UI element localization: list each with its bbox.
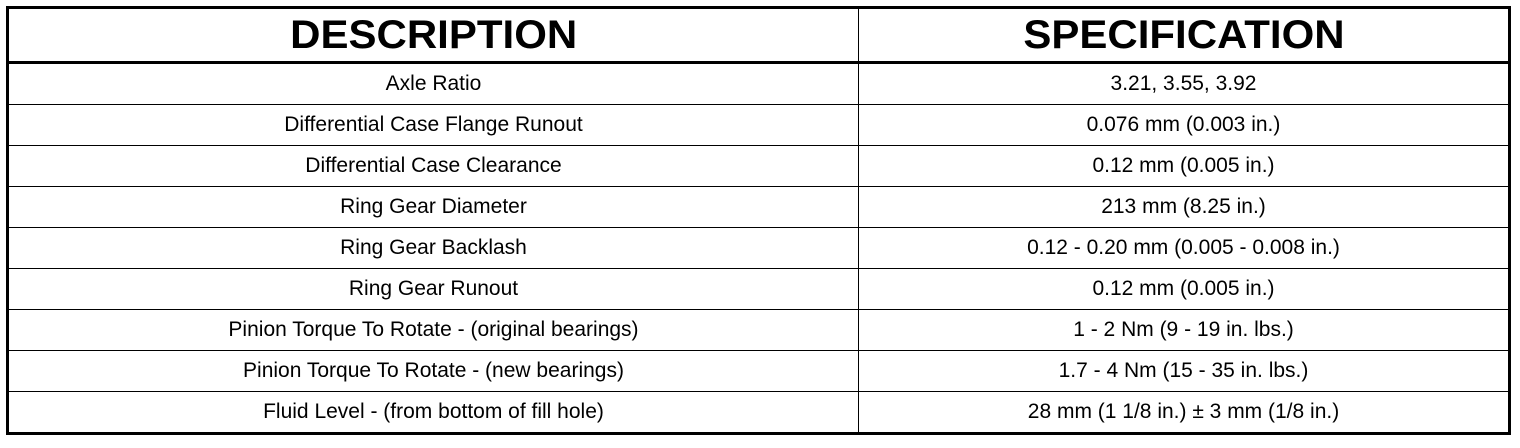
specification-cell: 3.21, 3.55, 3.92 [859,63,1510,105]
table-header-row [8,8,1510,63]
specification-cell: 0.12 - 0.20 mm (0.005 - 0.008 in.) [859,228,1510,269]
specification-table [6,6,1511,435]
description-cell: Ring Gear Runout [8,269,859,310]
table-row [8,392,1510,434]
description-cell: Axle Ratio [8,63,859,105]
table-row [8,351,1510,392]
table-row [8,228,1510,269]
description-column-header: DESCRIPTION [8,8,859,63]
description-cell: Pinion Torque To Rotate - (new bearings) [8,351,859,392]
description-cell: Differential Case Clearance [8,146,859,187]
table-row [8,187,1510,228]
specification-cell: 0.076 mm (0.003 in.) [859,105,1510,146]
table-row [8,105,1510,146]
description-cell: Differential Case Flange Runout [8,105,859,146]
table-row [8,63,1510,105]
table-row [8,310,1510,351]
specification-cell: 0.12 mm (0.005 in.) [859,269,1510,310]
description-cell: Ring Gear Backlash [8,228,859,269]
specification-cell: 0.12 mm (0.005 in.) [859,146,1510,187]
description-cell: Pinion Torque To Rotate - (original bearings) [8,310,859,351]
specification-cell: 213 mm (8.25 in.) [859,187,1510,228]
specification-cell: 28 mm (1 1/8 in.) ± 3 mm (1/8 in.) [859,392,1510,434]
specification-column-header: SPECIFICATION [859,8,1510,63]
description-cell: Ring Gear Diameter [8,187,859,228]
table-row [8,146,1510,187]
table-row [8,269,1510,310]
specification-cell: 1.7 - 4 Nm (15 - 35 in. lbs.) [859,351,1510,392]
description-cell: Fluid Level - (from bottom of fill hole) [8,392,859,434]
specification-cell: 1 - 2 Nm (9 - 19 in. lbs.) [859,310,1510,351]
